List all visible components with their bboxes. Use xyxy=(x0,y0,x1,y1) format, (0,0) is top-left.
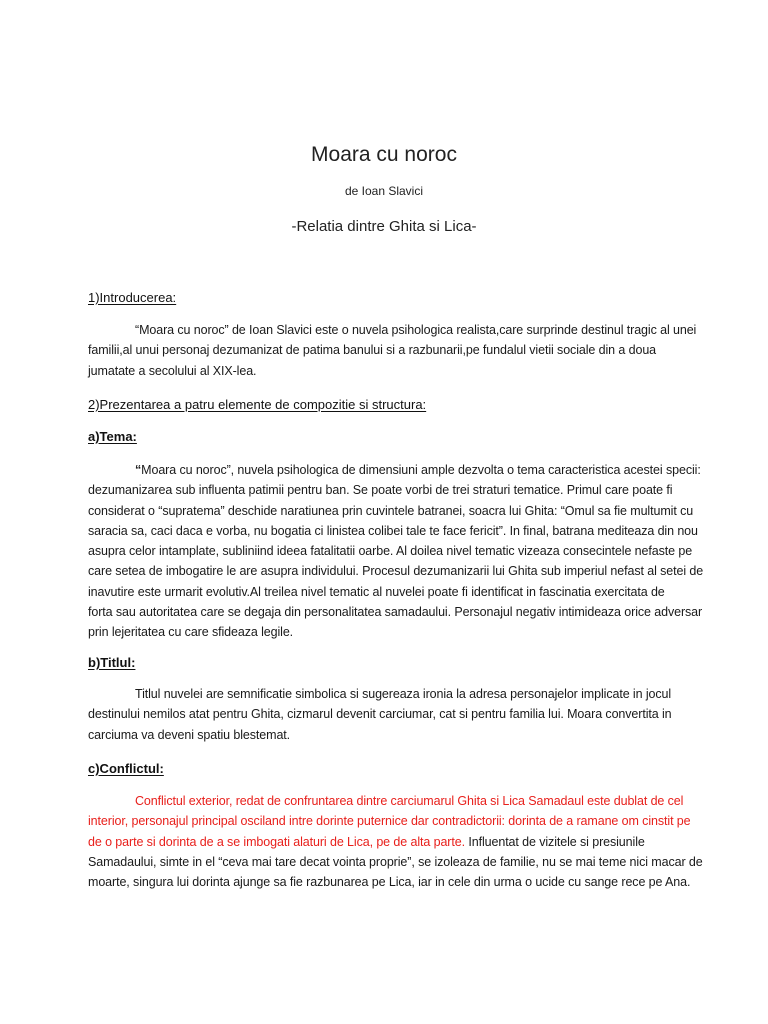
tema-line: dezumanizarea sub influenta patimii pentru ban. Se poate vorbi de trei straturi tematice. Primul care poate fi xyxy=(88,483,673,498)
paragraph-introducerea xyxy=(88,320,728,381)
conflict-line: Samadaului, simte in el “ceva mai tare decat vointa proprie”, se izoleaza de familie, nu se mai teme nici macar de xyxy=(88,854,703,869)
tema-line: inavutire este urmarit evolutiv.Al treilea nivel tematic al nuvelei poate fi identificat in fascinatia exercitata de xyxy=(88,584,665,599)
document-title: Moara cu noroc xyxy=(311,143,457,166)
paragraph-conflictul xyxy=(88,791,728,892)
tema-line: saracia sa, caci daca e vorba, nu bogatia ci linistea colibei tale te face fericit”. In final, batrana mediteaza din nou xyxy=(88,523,698,538)
intro-line: jumatate a secolului al XIX-lea. xyxy=(88,363,257,378)
conflict-red-line: interior, personajul principal osciland intre dorinte puternice dar contradictorii: dorinta de a ramane om cinstit pe xyxy=(88,814,691,829)
intro-line: familii,al unui personaj dezumanizat de patima banului si a razbunarii,pe fundalul vietii sociale din a doua xyxy=(88,343,657,358)
document-subtitle: -Relatia dintre Ghita si Lica- xyxy=(291,218,477,235)
intro-line: “Moara cu noroc” de Ioan Slavici este o nuvela psihologica realista,care surprinde destinul tragic al unei xyxy=(135,323,697,337)
titlul-line: Titlul nuvelei are semnificatie simbolica si sugereaza ironia la adresa personajelor implicate in jocul xyxy=(135,687,672,701)
titlul-line: carciuma va deveni spatiu blestemat. xyxy=(88,727,291,742)
conflict-line: moarte, singura lui dorinta ajunge sa fie razbunarea pe Lica, iar in cele din urma o ucide cu sange rece pe Ana. xyxy=(88,875,691,890)
paragraph-titlul xyxy=(88,684,728,745)
tema-line: care setea de imbogatire le are asupra individului. Procesul dezumanizarii lui Ghita sub imperiul nefast al setei de xyxy=(88,564,704,579)
conflict-red-segment: de o parte si dorinta de a se imbogati alaturi de Lica, pe de alta parte. xyxy=(88,834,465,849)
tema-line xyxy=(88,460,728,480)
document-author: de Ioan Slavici xyxy=(344,184,424,198)
heading-introducerea: 1)Introducerea: xyxy=(88,290,177,305)
tema-line: prin lejeritatea cu care sfideaza legile. xyxy=(88,625,294,640)
paragraph-tema xyxy=(88,460,728,643)
titlul-line: destinului nemilos atat pentru Ghita, cizmarul devenit carciumar, cat si pentru familia lui. Moara convertita in xyxy=(88,707,672,722)
tema-line: considerat o “supratema” deschide naratiunea prin cuvintele batranei, soacra lui Ghita: “Omul sa fie multumit cu xyxy=(88,503,694,518)
conflict-black-segment: Influentat de vizitele si presiunile xyxy=(464,834,645,849)
heading-titlul: b)Titlul: xyxy=(88,655,136,670)
heading-tema: a)Tema: xyxy=(88,429,137,444)
tema-line: asupra celor intamplate, subliniind ideea fatalitatii oarbe. Al doilea nivel tematic vizeaza consecintele nefaste pe xyxy=(88,544,693,559)
heading-conflictul: c)Conflictul: xyxy=(88,761,164,776)
tema-line-text: Moara cu noroc”, nuvela psihologica de dimensiuni ample dezvolta o tema caracteristica acestei specii: xyxy=(141,463,701,477)
heading-compozitie: 2)Prezentarea a patru elemente de compozitie si structura: xyxy=(88,397,427,412)
conflict-red-line: Conflictul exterior, redat de confruntarea dintre carciumarul Ghita si Lica Samadaul este dublat de cel xyxy=(135,794,684,808)
tema-line: forta sau autoritatea care se degaja din personalitatea samadaului. Personajul negativ intimideaza orice adversar xyxy=(88,605,703,620)
conflict-mixed-line xyxy=(88,832,728,852)
opening-quote: “ xyxy=(135,463,142,477)
